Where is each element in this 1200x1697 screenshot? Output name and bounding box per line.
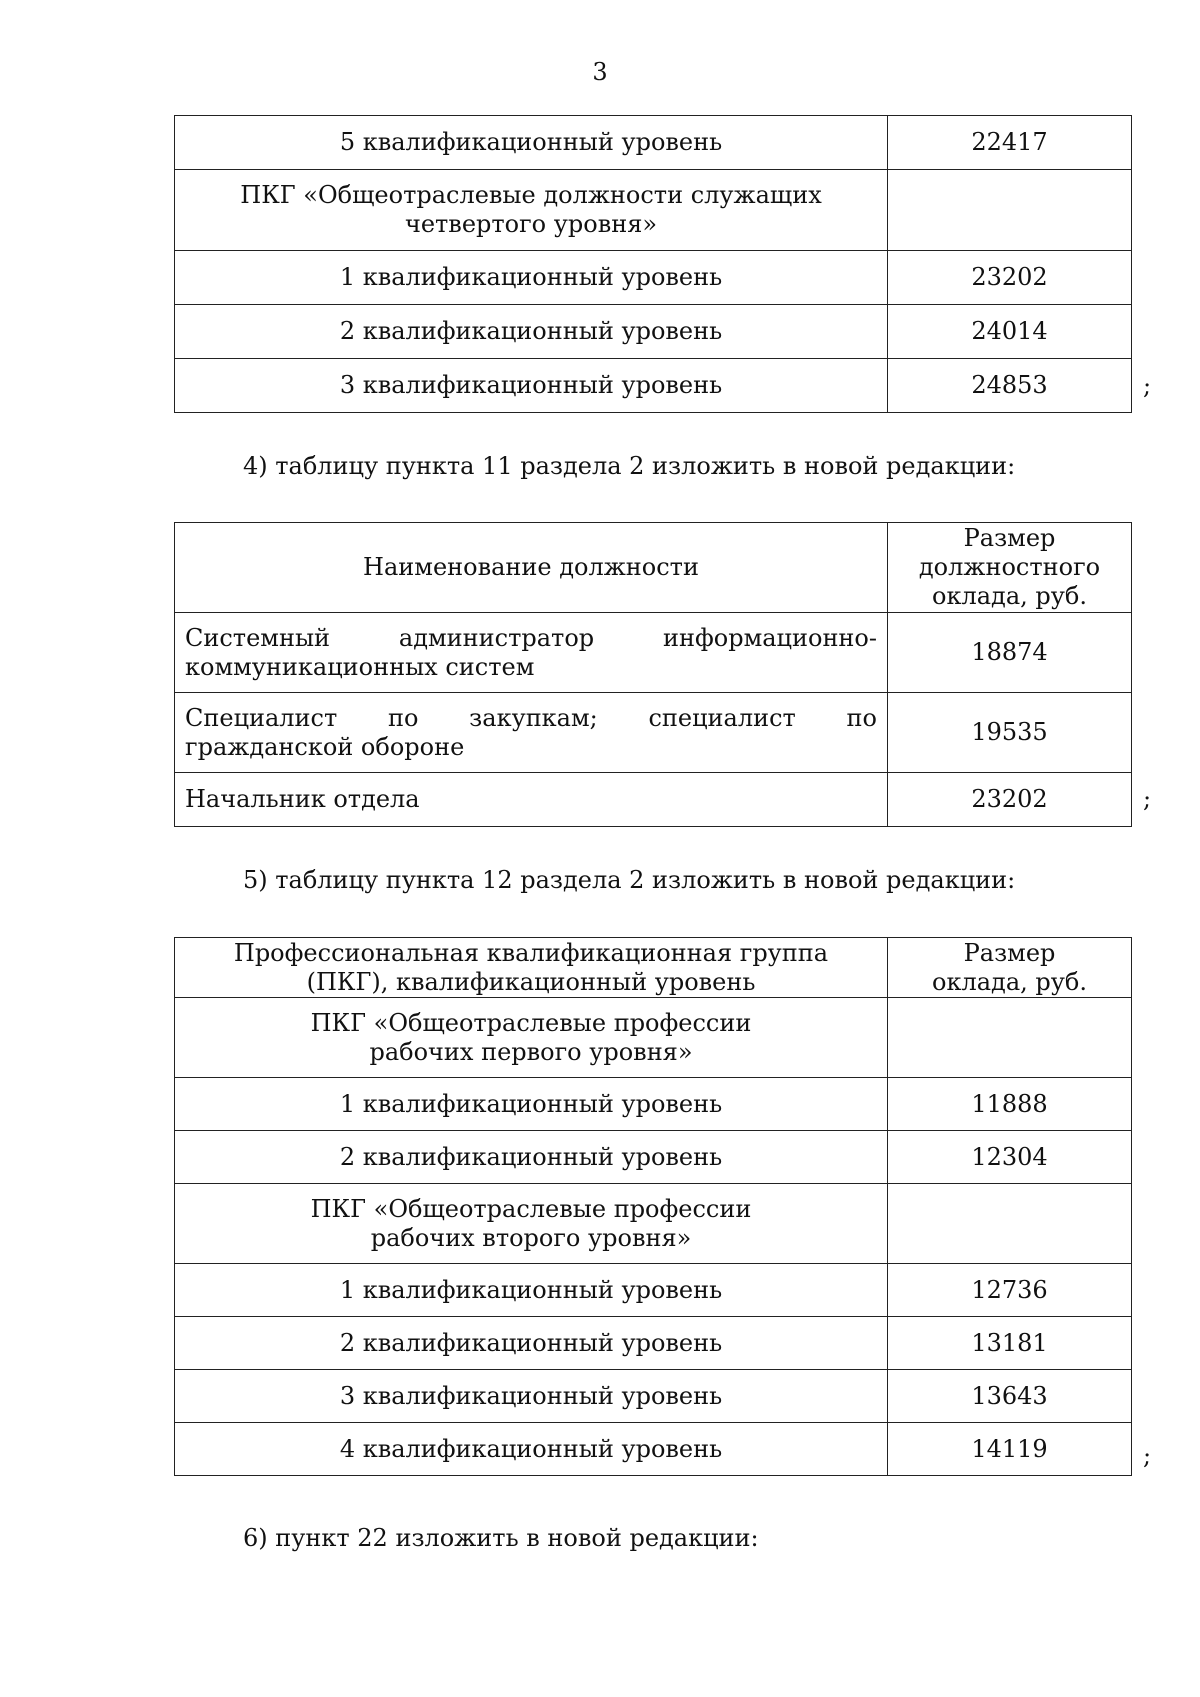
level-name-cell: 1 квалификационный уровень: [175, 251, 888, 305]
table-row: [175, 305, 1132, 359]
table-row: [175, 116, 1132, 170]
group-name-cell: ПКГ «Общеотраслевые профессии рабочих второго уровня»: [175, 1184, 888, 1264]
level-name-cell: 2 квалификационный уровень: [175, 1317, 888, 1370]
table-row: [175, 613, 1132, 693]
table-row: [175, 773, 1132, 827]
salary-cell: [888, 170, 1132, 251]
paragraph-6: 6) пункт 22 изложить в новой редакции:: [243, 1524, 759, 1552]
table-row: [175, 998, 1132, 1078]
paragraph-4: 4) таблицу пункта 11 раздела 2 изложить в новой редакции:: [243, 452, 1016, 480]
group-name-cell: ПКГ «Общеотраслевые профессии рабочих первого уровня»: [175, 998, 888, 1078]
salary-cell: 13181: [888, 1317, 1132, 1370]
level-name-cell: 2 квалификационный уровень: [175, 1131, 888, 1184]
level-name-cell: 2 квалификационный уровень: [175, 305, 888, 359]
column-header: Размер должностного оклада, руб.: [888, 523, 1132, 613]
column-header: Размер оклада, руб.: [888, 938, 1132, 998]
salary-cell: 12304: [888, 1131, 1132, 1184]
table-row: [175, 251, 1132, 305]
salary-cell: 22417: [888, 116, 1132, 170]
table-row: [175, 1370, 1132, 1423]
salary-cell: 19535: [888, 693, 1132, 773]
level-name-cell: 1 квалификационный уровень: [175, 1264, 888, 1317]
salary-cell: [888, 1184, 1132, 1264]
salary-cell: 12736: [888, 1264, 1132, 1317]
salary-cell: 24853: [888, 359, 1132, 413]
position-name-cell: Начальник отдела: [175, 773, 888, 827]
table-row: [175, 1078, 1132, 1131]
page-number: 3: [592, 58, 608, 86]
semicolon: ;: [1143, 1442, 1152, 1470]
table-row: [175, 359, 1132, 413]
salary-cell: 13643: [888, 1370, 1132, 1423]
level-name-cell: 5 квалификационный уровень: [175, 116, 888, 170]
column-header: Наименование должности: [175, 523, 888, 613]
level-name-cell: 3 квалификационный уровень: [175, 1370, 888, 1423]
salary-cell: [888, 998, 1132, 1078]
table-row: [175, 170, 1132, 251]
table-row: [175, 693, 1132, 773]
salary-table-servants: [174, 115, 1132, 413]
salary-cell: 14119: [888, 1423, 1132, 1476]
level-name-cell: 4 квалификационный уровень: [175, 1423, 888, 1476]
table-header-row: [175, 938, 1132, 998]
salary-table-workers: [174, 937, 1132, 1476]
salary-cell: 24014: [888, 305, 1132, 359]
position-name-cell: Системный администратор информационно-коммуникационных систем: [175, 613, 888, 693]
salary-table-positions: [174, 522, 1132, 827]
semicolon: ;: [1143, 785, 1152, 813]
table-row: [175, 1264, 1132, 1317]
table-row: [175, 1317, 1132, 1370]
level-name-cell: 1 квалификационный уровень: [175, 1078, 888, 1131]
salary-cell: 23202: [888, 251, 1132, 305]
semicolon: ;: [1143, 372, 1152, 400]
position-name-cell: Специалист по закупкам; специалист по гражданской обороне: [175, 693, 888, 773]
table-row: [175, 1131, 1132, 1184]
salary-cell: 18874: [888, 613, 1132, 693]
column-header: Профессиональная квалификационная группа (ПКГ), квалификационный уровень: [175, 938, 888, 998]
level-name-cell: 3 квалификационный уровень: [175, 359, 888, 413]
salary-cell: 11888: [888, 1078, 1132, 1131]
salary-cell: 23202: [888, 773, 1132, 827]
group-name-cell: ПКГ «Общеотраслевые должности служащих четвертого уровня»: [175, 170, 888, 251]
table-header-row: [175, 523, 1132, 613]
table-row: [175, 1423, 1132, 1476]
paragraph-5: 5) таблицу пункта 12 раздела 2 изложить в новой редакции:: [243, 866, 1016, 894]
table-row: [175, 1184, 1132, 1264]
